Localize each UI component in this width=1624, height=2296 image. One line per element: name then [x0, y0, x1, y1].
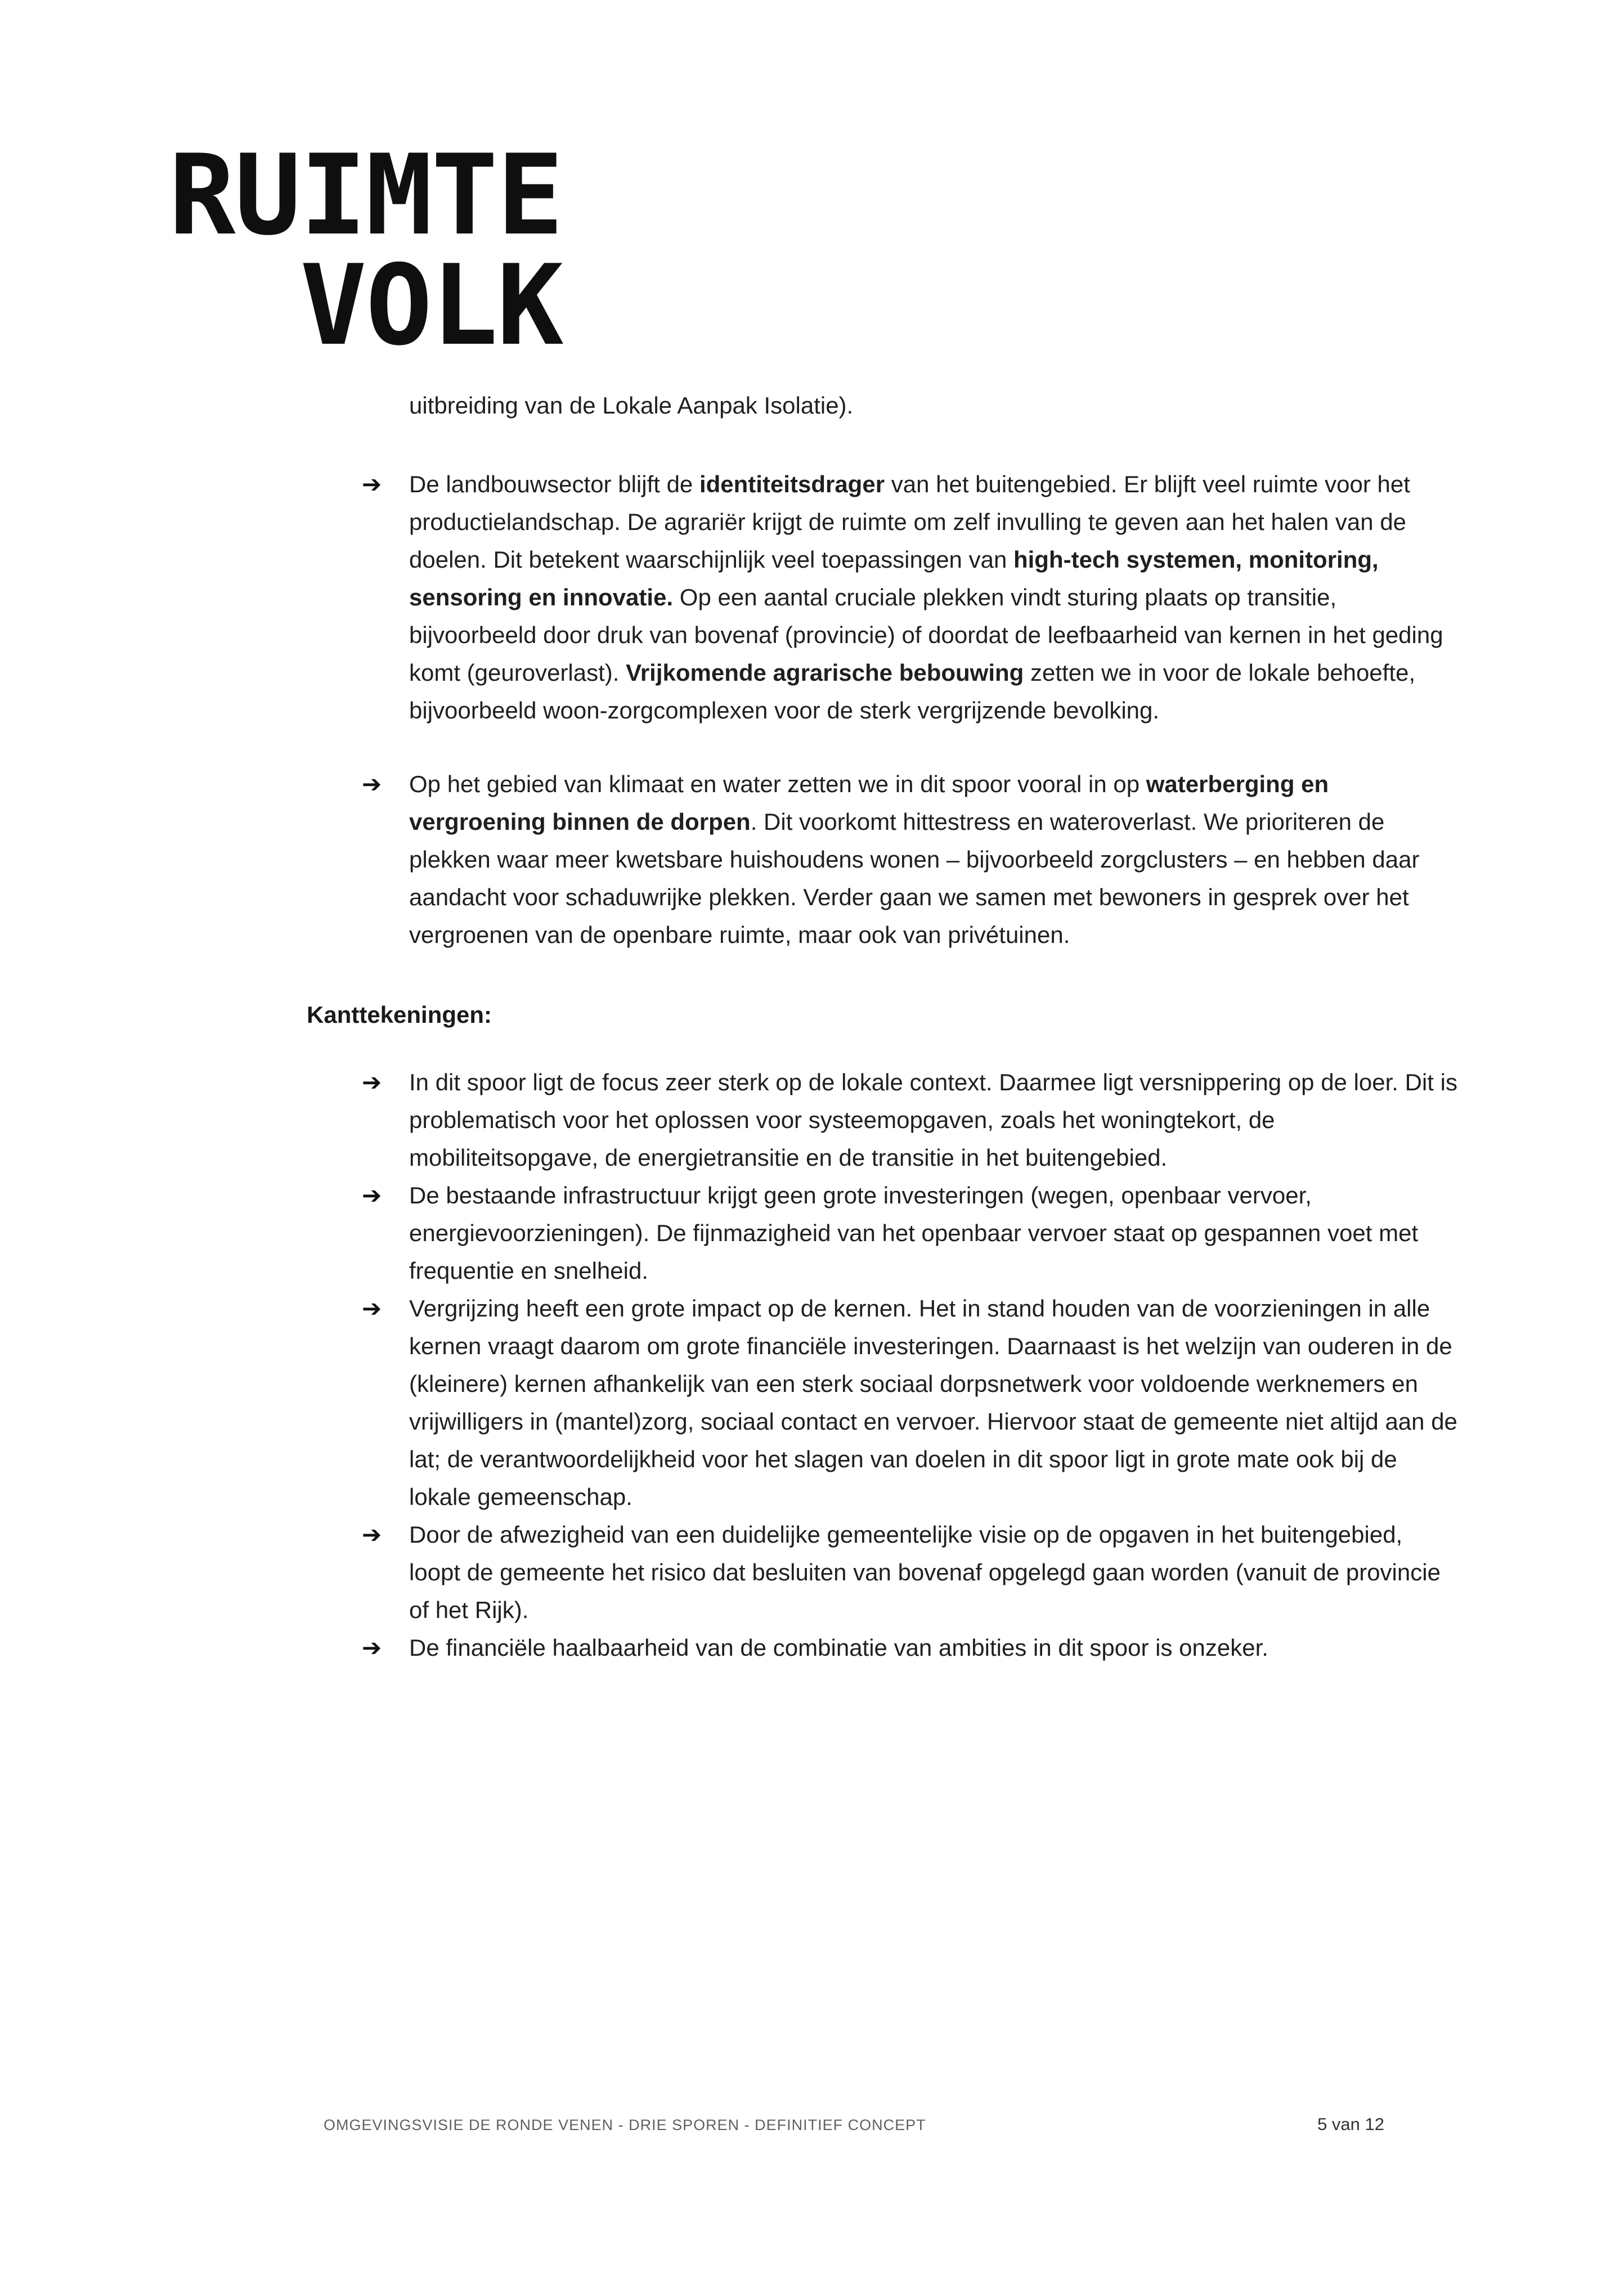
top-bullet-list — [307, 465, 1457, 954]
bullet-item — [362, 1289, 1457, 1516]
page-content — [307, 0, 1457, 1666]
bullet-item — [362, 1063, 1457, 1176]
arrow-bullet-icon: ➔ — [362, 1182, 382, 1208]
bullet-item — [362, 1516, 1457, 1629]
bullet-item — [362, 1176, 1457, 1289]
arrow-bullet-icon: ➔ — [362, 1069, 382, 1095]
bullet-text: Op het gebied van klimaat en water zetten we in dit spoor vooral in op waterberging en vergroening binnen de dorpen. Dit voorkomt hittestress en wateroverlast. We prioriteren de plekken waar meer kwetsbare huishoudens wonen – bijvoorbeeld zorgclusters – en hebben daar aandacht voor schaduwrijke plekken. Verder gaan we samen met bewoners in gesprek over het vergroenen van de openbare ruimte, maar ook van privétuinen. — [409, 771, 1420, 948]
bullet-item — [362, 465, 1457, 729]
arrow-bullet-icon: ➔ — [362, 1634, 382, 1661]
logo-text-ruimte: RUIMTE — [169, 131, 563, 260]
bullet-text: De landbouwsector blijft de identiteitsdrager van het buitengebied. Er blijft veel ruimte voor het productielandschap. De agrariër krijgt de ruimte om zelf invulling te geven aan het halen van de doelen. Dit betekent waarschijnlijk veel toepassingen van high-tech systemen, monitoring, sensoring en innovatie. Op een aantal cruciale plekken vindt sturing plaats op transitie, bijvoorbeeld door druk van bovenaf (provincie) of doordat de leefbaarheid van kernen in het geding komt (geuroverlast). Vrijkomende agrarische bebouwing zetten we in voor de lokale behoefte, bijvoorbeeld woon-zorgcomplexen voor de sterk vergrijzende bevolking. — [409, 471, 1443, 724]
bullet-item — [362, 1629, 1457, 1666]
bullet-text: In dit spoor ligt de focus zeer sterk op de lokale context. Daarmee ligt versnippering op de loer. Dit is problematisch voor het oplossen voor systeemopgaven, zoals het woningtekort, de mobiliteitsopgave, de energietransitie en de transitie in het buitengebied. — [409, 1069, 1457, 1171]
footer-document-title: OMGEVINGSVISIE DE RONDE VENEN - DRIE SPOREN - DEFINITIEF CONCEPT — [324, 2117, 926, 2133]
logo-text-volk: VOLK — [300, 241, 563, 370]
page-footer — [324, 2114, 1384, 2135]
section-heading: Kanttekeningen: — [307, 1001, 492, 1028]
page-number: 5 van 12 — [1317, 2114, 1384, 2134]
bullet-text: Door de afwezigheid van een duidelijke gemeentelijke visie op de opgaven in het buitengebied, loopt de gemeente het risico dat besluiten van bovenaf opgelegd gaan worden (vanuit de provincie of het Rijk). — [409, 1521, 1441, 1623]
intro-paragraph: uitbreiding van de Lokale Aanpak Isolatie). — [409, 392, 854, 419]
bullet-text: Vergrijzing heeft een grote impact op de kernen. Het in stand houden van de voorzieningen in alle kernen vraagt daarom om grote financiële investeringen. Daarnaast is het welzijn van ouderen in de (kleinere) kernen afhankelijk van een sterk sociaal dorpsnetwerk voor voldoende werknemers en vrijwilligers in (mantel)zorg, sociaal contact en vervoer. Hiervoor staat de gemeente niet altijd aan de lat; de verantwoordelijkheid voor het slagen van doelen in dit spoor ligt in grote mate ook bij de lokale gemeenschap. — [409, 1295, 1457, 1510]
kanttekeningen-bullet-list — [307, 1063, 1457, 1666]
arrow-bullet-icon: ➔ — [362, 1521, 382, 1548]
bullet-text: De financiële haalbaarheid van de combinatie van ambities in dit spoor is onzeker. — [409, 1634, 1268, 1661]
bullet-text: De bestaande infrastructuur krijgt geen grote investeringen (wegen, openbaar vervoer, energievoorzieningen). De fijnmazigheid van het openbaar vervoer staat op gespannen voet met frequentie en snelheid. — [409, 1182, 1419, 1284]
arrow-bullet-icon: ➔ — [362, 1295, 382, 1322]
arrow-bullet-icon: ➔ — [362, 471, 382, 497]
bullet-item — [362, 765, 1457, 954]
arrow-bullet-icon: ➔ — [362, 771, 382, 797]
